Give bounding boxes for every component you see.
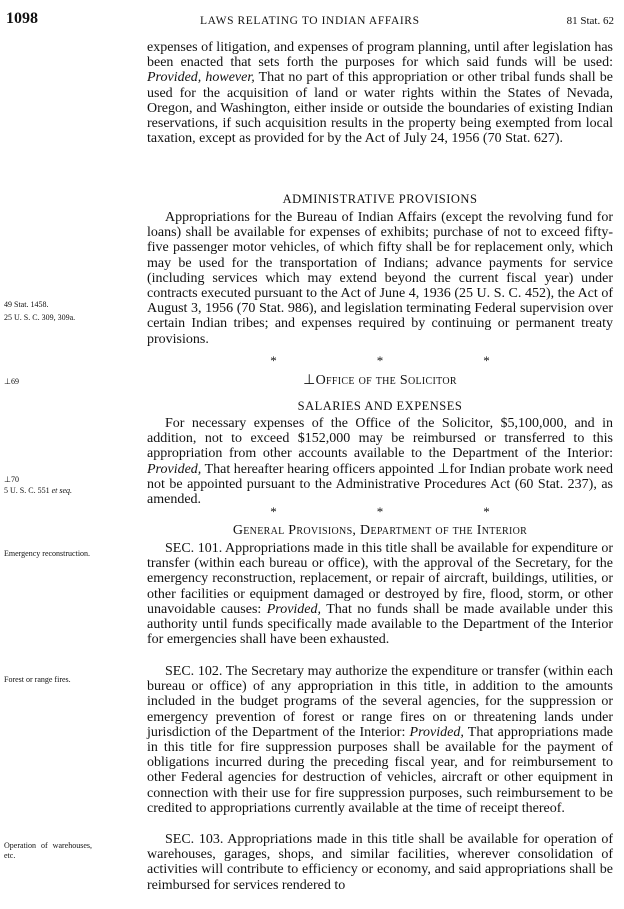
paragraph-text: That no funds shall be made available under this authority until funds specifically made available to the Department of the Interior for emergencies shall have been exhausted. <box>147 601 613 648</box>
note-italic: et seq. <box>51 486 72 495</box>
section-102 <box>147 664 613 816</box>
proviso-italic: Provided, <box>266 601 322 617</box>
continuation-paragraph <box>147 40 613 146</box>
note-text: 5 U. S. C. 551 <box>4 486 52 495</box>
office-of-solicitor-heading <box>147 372 613 389</box>
proviso-italic: Provided, <box>409 724 464 740</box>
margin-note-warehouses: Operation of warehouses, etc. <box>4 841 92 860</box>
paragraph-text: That no part of this appropriation or other tribal funds shall be used for the acquisition of land or water rights within the States of Nevada, Oregon, and Washington, either inside or outside the boundaries of existing Indian reservations, if such acquisition results in the property being exempted from local taxation, except as provided for by the Act of July 24, 1956 (70 Stat. 627). <box>147 70 613 147</box>
paragraph-text: That appropriations made in this title for fire suppression purposes shall be available for the payment of obligations incurred during the preceding fiscal year, and for reimbursement to other Federal agencies for destruction of vehicles, aircraft or other equipment in connection with their use for fire suppression purposes, such reimbursement to be credited to appropriations currently available at the time of receipt thereof. <box>147 724 613 816</box>
paragraph-text: SEC. 101. Appropriations made in this title shall be available for expenditure or transfer (within each bureau or office), with the approval of the Secretary, for the emergency reconstruction, replacement, or repair of aircraft, buildings, utilities, or other facilities or equipment damaged or destroyed by fire, flood, storm, or other unavoidable causes: <box>147 541 613 617</box>
star: * <box>376 353 384 368</box>
section-break-stars <box>147 353 613 369</box>
star: * <box>483 353 490 368</box>
star: * <box>270 353 277 368</box>
general-provisions-heading: General Provisions, Department of the Interior <box>232 523 528 538</box>
administrative-provisions-heading: ADMINISTRATIVE PROVISIONS <box>282 192 478 206</box>
paragraph-text: For necessary expenses of the Office of the Solicitor, $5,100,000, and in addition, not to exceed $152,000 may be reimbursed or transferred to this appropriation from other accounts available to the Department of the Interior: <box>147 416 613 462</box>
page-header <box>0 10 624 34</box>
paragraph-text: That hereafter hearing officers appointed ⊥for Indian probate work need not be appointed pursuant to the Administrative Procedures Act (60 Stat. 237), as amended. <box>147 461 613 508</box>
section-break-stars <box>147 504 613 520</box>
margin-note-stat-1458: 49 Stat. 1458. <box>4 300 49 309</box>
administrative-provisions-paragraph: Appropriations for the Bureau of Indian Affairs (except the revolving fund for loans) shall be available for expenses of exhibits; purchase of not to exceed fifty-five passenger motor vehicles, of which fifty shall be for replacement only, which may be used for the transportation of Indians; advance payments for service (including services which may extend beyond the current fiscal year) under contracts executed pursuant to the Act of June 4, 1936 (25 U. S. C. 452), the Act of August 3, 1956 (70 Stat. 986), and legislation terminating Federal supervision over certain Indian tribes; and expenses required by continuing or permanent treaty provisions. <box>147 210 613 347</box>
solicitor-paragraph <box>147 416 613 507</box>
margin-note-forest-fires: Forest or range fires. <box>4 675 71 684</box>
salaries-expenses-heading: SALARIES AND EXPENSES <box>297 399 463 413</box>
margin-note-emergency: Emergency reconstruction. <box>4 549 91 558</box>
section-103: SEC. 103. Appropriations made in this title shall be available for operation of warehouses, garages, shops, and similar facilities, wherever consolidation of activities will contribute to efficiency or economy, and said appropriations shall be reimbursed for services rendered to <box>147 832 613 893</box>
section-101 <box>147 541 613 647</box>
star: * <box>270 504 277 519</box>
paragraph-text: expenses of litigation, and expenses of program planning, until after legislation has been enacted that sets forth the purposes for which said funds will be used: <box>147 40 613 71</box>
page-number: 1098 <box>6 10 38 27</box>
margin-note-page-69: ⊥69 <box>4 377 19 386</box>
margin-note-page-70: ⊥70 <box>4 475 19 484</box>
proviso-italic: Provided, however, <box>147 70 255 86</box>
running-title: LAWS RELATING TO INDIAN AFFAIRS <box>200 15 420 27</box>
page-break-marker: ⊥ <box>303 373 316 388</box>
margin-note-usc-309: 25 U. S. C. 309, 309a. <box>4 313 76 322</box>
statute-reference: 81 Stat. 62 <box>566 15 614 27</box>
star: * <box>483 504 490 519</box>
star: * <box>376 504 384 519</box>
margin-note-usc-551 <box>4 486 134 496</box>
paragraph-text: SEC. 102. The Secretary may authorize the expenditure or transfer (within each bureau or office) of any appropriation in this title, in addition to the amounts included in the budget programs of the several agencies, for the suppression or emergency prevention of forest or range fires on or threatening lands under jurisdiction of the Department of the Interior: <box>147 664 613 740</box>
proviso-italic: Provided, <box>147 461 202 477</box>
heading-text: Office of the Solicitor <box>315 373 457 388</box>
